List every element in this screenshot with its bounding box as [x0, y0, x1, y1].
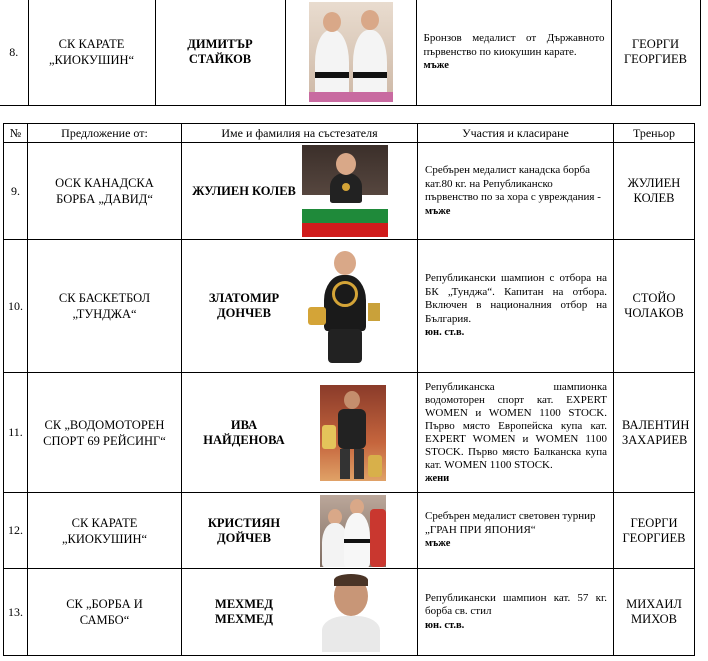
athlete-cell [182, 373, 418, 493]
category-text: мъже [425, 538, 451, 550]
proposed-by-cell: СК КАРАТЕ „КИОКУШИН“ [28, 493, 182, 569]
table-row [0, 0, 700, 105]
participation-cell [418, 569, 614, 656]
athlete-name: ЖУЛИЕН КОЛЕВ [192, 183, 296, 198]
header-coach: Треньор [614, 124, 695, 143]
athlete-cell [182, 240, 418, 373]
coach-name: ГЕОРГИ ГЕОРГИЕВ [611, 0, 700, 105]
participation-cell [418, 373, 614, 493]
athlete-cell [182, 143, 418, 240]
achievement-text: Републиканска шампионка водомоторен спорт кат. EXPERT WOMEN и WOMEN 1100 STOCK. Първо място Европейска купа кат. EXPERT WOMEN и WOMEN 1100 STOCK. Първо място Балканска купа кат. WOMEN 1100 STOCK. [425, 380, 607, 471]
karate-athletes-photo [320, 495, 386, 567]
athlete-name: ИВА НАЙДЕНОВА [203, 417, 285, 447]
participation-cell [418, 143, 614, 240]
table-row [4, 143, 695, 240]
coach-name: ГЕОРГИ ГЕОРГИЕВ [614, 493, 695, 569]
table-header-row [4, 124, 695, 143]
row-number: 10. [4, 240, 28, 373]
athlete-name: ДИМИТЪР СТАЙКОВ [155, 0, 285, 105]
achievement-text: Бронзов медалист от Държавното първенство по киокушин карате. [423, 32, 605, 58]
racer-girl-photo [320, 385, 386, 481]
row-number: 13. [4, 569, 28, 656]
coach-name: ВАЛЕНТИН ЗАХАРИЕВ [614, 373, 695, 493]
proposed-by-cell: СК БАСКЕТБОЛ „ТУНДЖА“ [28, 240, 182, 373]
athletes-table [3, 123, 695, 656]
achievement-text: Сребърен медалист канадска борба кат.80 кг. на Републиканско първенство по за хора с увреждания - [425, 164, 601, 203]
proposed-by-cell: СК КАРАТЕ „КИОКУШИН“ [28, 0, 155, 105]
previous-page-table [0, 0, 701, 106]
category-text: юн. ст.в. [425, 327, 465, 339]
wrestler-portrait-photo [316, 572, 386, 652]
row-number: 9. [4, 143, 28, 240]
category-text: мъже [425, 205, 451, 217]
header-participation: Участия и класиране [418, 124, 614, 143]
athlete-with-flag-photo [302, 145, 388, 237]
participation-cell [416, 0, 611, 105]
achievement-text: Републикански шампион кат. 57 кг. борба св. стил [425, 591, 607, 618]
achievement-text: Сребърен медалист световен турнир „ГРАН ПРИ ЯПОНИЯ“ [425, 510, 596, 536]
two-karate-athletes-photo [309, 2, 393, 102]
coach-name: ЖУЛИЕН КОЛЕВ [614, 143, 695, 240]
basketball-player-photo [306, 247, 384, 365]
athlete-name: КРИСТИЯН ДОЙЧЕВ [207, 515, 281, 545]
header-number: № [4, 124, 28, 143]
athlete-cell [182, 493, 418, 569]
category-text: мъже [423, 60, 449, 71]
athlete-name: ЗЛАТОМИР ДОНЧЕВ [208, 291, 280, 320]
row-number: 12. [4, 493, 28, 569]
row-number: 11. [4, 373, 28, 493]
achievement-text: Републикански шампион с отбора на БК „Тунджа“. Капитан на отбора. Включен в националния отбор на България. [425, 272, 607, 325]
row-number: 8. [0, 0, 28, 105]
proposed-by-cell: СК „ВОДОМОТОРЕН СПОРТ 69 РЕЙСИНГ“ [28, 373, 182, 493]
table-row [4, 373, 695, 493]
proposed-by-cell: ОСК КАНАДСКА БОРБА „ДАВИД“ [28, 143, 182, 240]
participation-cell [418, 240, 614, 373]
table-row [4, 240, 695, 373]
coach-name: МИХАИЛ МИХОВ [614, 569, 695, 656]
header-athlete-name: Име и фамилия на състезателя [182, 124, 418, 143]
proposed-by-cell: СК „БОРБА И САМБО“ [28, 569, 182, 656]
table-row [4, 569, 695, 656]
category-text: жени [425, 472, 450, 484]
header-proposed-by: Предложение от: [28, 124, 182, 143]
coach-name: СТОЙО ЧОЛАКОВ [614, 240, 695, 373]
athlete-photo-cell [285, 0, 416, 105]
category-text: юн. ст.в. [425, 619, 465, 631]
participation-cell [418, 493, 614, 569]
table-row [4, 493, 695, 569]
athlete-cell [182, 569, 418, 656]
athlete-name: МЕХМЕД МЕХМЕД [215, 597, 273, 626]
